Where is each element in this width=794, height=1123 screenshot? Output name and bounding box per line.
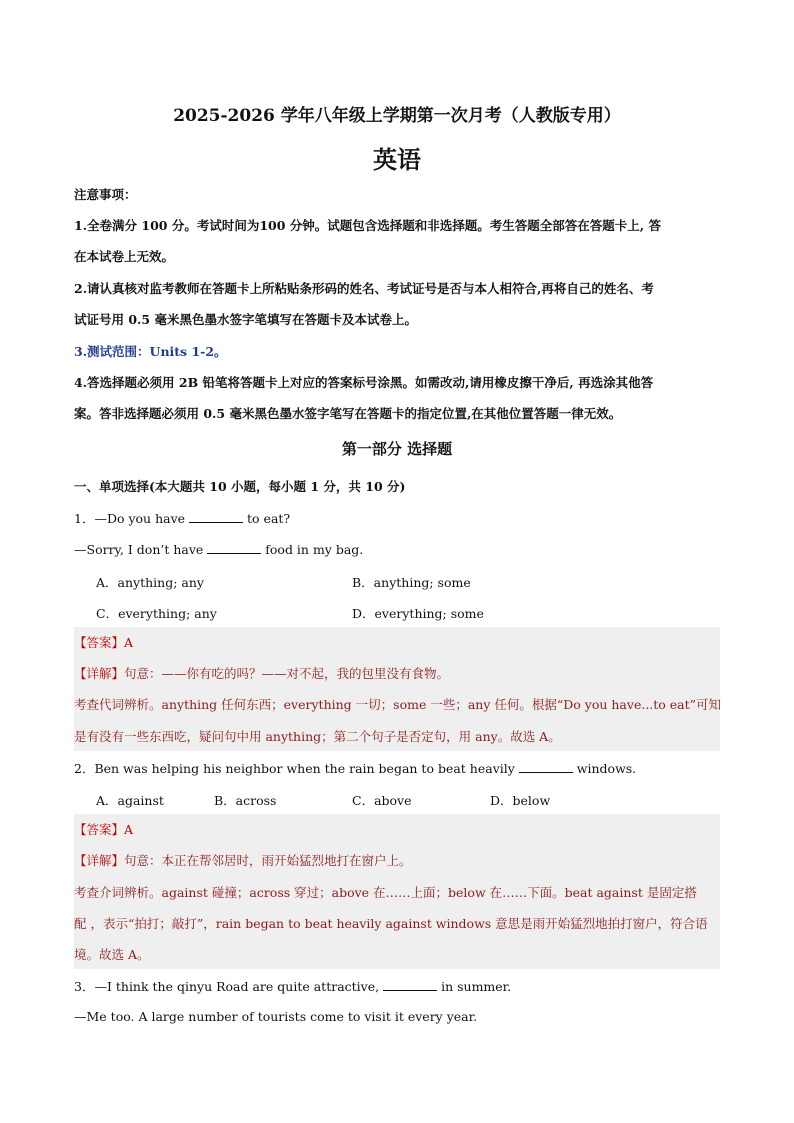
q1-stem-text-b: to eat?	[247, 511, 291, 526]
q2-blank	[519, 760, 573, 773]
q3-stem-text-b: in summer.	[441, 979, 512, 994]
q1-option-d[interactable]: D．everything; some	[352, 606, 484, 621]
q1-analysis-line-1: 考查代词辨析。anything 任何东西；everything 一切；some 一些；any 任何。根据“Do you have...to eat”可知	[74, 697, 722, 712]
q1-stem-line-2	[74, 541, 363, 558]
q3-stem-text-a: 3．—I think the qinyu Road are quite attractive,	[74, 979, 380, 994]
q1-stem-line-1	[74, 510, 290, 527]
q3-blank	[383, 978, 437, 991]
notice-item-1-line-1: 1.全卷满分 100 分。考试时间为100 分钟。试题包含选择题和非选择题。考生答题全部答在答题卡上, 答	[74, 218, 661, 233]
q1-detail-label: 【详解】	[74, 666, 125, 681]
notice-heading: 注意事项：	[74, 187, 137, 202]
q1-option-a[interactable]: A．anything; any	[96, 575, 204, 590]
q3-stem-line-1	[74, 978, 511, 995]
q1-detail-text: 句意：——你有吃的吗？——对不起，我的包里没有食物。	[124, 666, 450, 681]
exam-title: 2025-2026 学年八年级上学期第一次月考（人教版专用）	[173, 106, 621, 126]
q2-detail-label: 【详解】	[74, 853, 125, 868]
notice-item-4-line-2: 案。答非选择题必须用 0.5 毫米黑色墨水签字笔写在答题卡的指定位置,在其他位置答题一律无效。	[74, 406, 622, 421]
q2-option-c[interactable]: C．above	[352, 793, 412, 808]
q1-stem-text-a: 1．—Do you have	[74, 511, 186, 526]
q2-answer: 【答案】A	[74, 822, 134, 837]
q2-analysis-line-2: 配 ，表示“拍打；敲打”，rain began to beat heavily against windows 意思是雨开始猛烈地拍打窗户，符合语	[74, 916, 708, 931]
notice-item-4-line-1: 4.答选择题必须用 2B 铅笔将答题卡上对应的答案标号涂黑。如需改动,请用橡皮擦干净后, 再选涂其他答	[74, 375, 654, 390]
q2-stem	[74, 760, 636, 777]
q1-option-b[interactable]: B．anything; some	[352, 575, 471, 590]
q1-option-c[interactable]: C．everything; any	[96, 606, 217, 621]
q2-stem-text-a: 2．Ben was helping his neighbor when the rain began to beat heavily	[74, 761, 515, 776]
q1-blank-2	[207, 541, 261, 554]
notice-item-1-line-2: 在本试卷上无效。	[74, 249, 175, 264]
q1-stem2-text-a: —Sorry, I don’t have	[74, 542, 204, 557]
q2-option-a[interactable]: A．against	[96, 793, 164, 808]
part-heading: 一、单项选择(本大题共 10 小题，每小题 1 分，共 10 分)	[74, 479, 406, 494]
notice-item-2-line-1: 2.请认真核对监考教师在答题卡上所粘贴条形码的姓名、考试证号是否与本人相符合,再将自己的姓名、考	[74, 281, 654, 296]
q1-detail	[74, 666, 449, 682]
q2-stem-text-b: windows.	[576, 761, 637, 776]
q2-option-b[interactable]: B．across	[214, 793, 277, 808]
subject-title: 英语	[373, 145, 421, 174]
q1-answer: 【答案】A	[74, 635, 134, 650]
q2-option-d[interactable]: D．below	[490, 793, 551, 808]
section-title: 第一部分 选择题	[341, 440, 453, 458]
q2-analysis-line-1: 考查介词辨析。against 碰撞；across 穿过；above 在……上面；below 在……下面。beat against 是固定搭	[74, 885, 697, 900]
q2-detail-text: 句意：本正在帮邻居时，雨开始猛烈地打在窗户上。	[124, 853, 412, 868]
notice-item-3-test-scope: 3.测试范围：Units 1-2。	[74, 344, 227, 359]
q1-blank-1	[189, 510, 243, 523]
q1-stem2-text-b: food in my bag.	[265, 542, 364, 557]
q3-stem-line-2: —Me too. A large number of tourists come to visit it every year.	[74, 1009, 478, 1024]
q1-analysis-line-2: 是有没有一些东西吃，疑问句中用 anything；第二个句子是否定句，用 any。故选 A。	[74, 729, 561, 744]
notice-item-2-line-2: 试证号用 0.5 毫米黑色墨水签字笔填写在答题卡及本试卷上。	[74, 312, 417, 327]
q2-analysis-line-3: 境。故选 A。	[74, 947, 150, 962]
q2-detail	[74, 853, 412, 869]
